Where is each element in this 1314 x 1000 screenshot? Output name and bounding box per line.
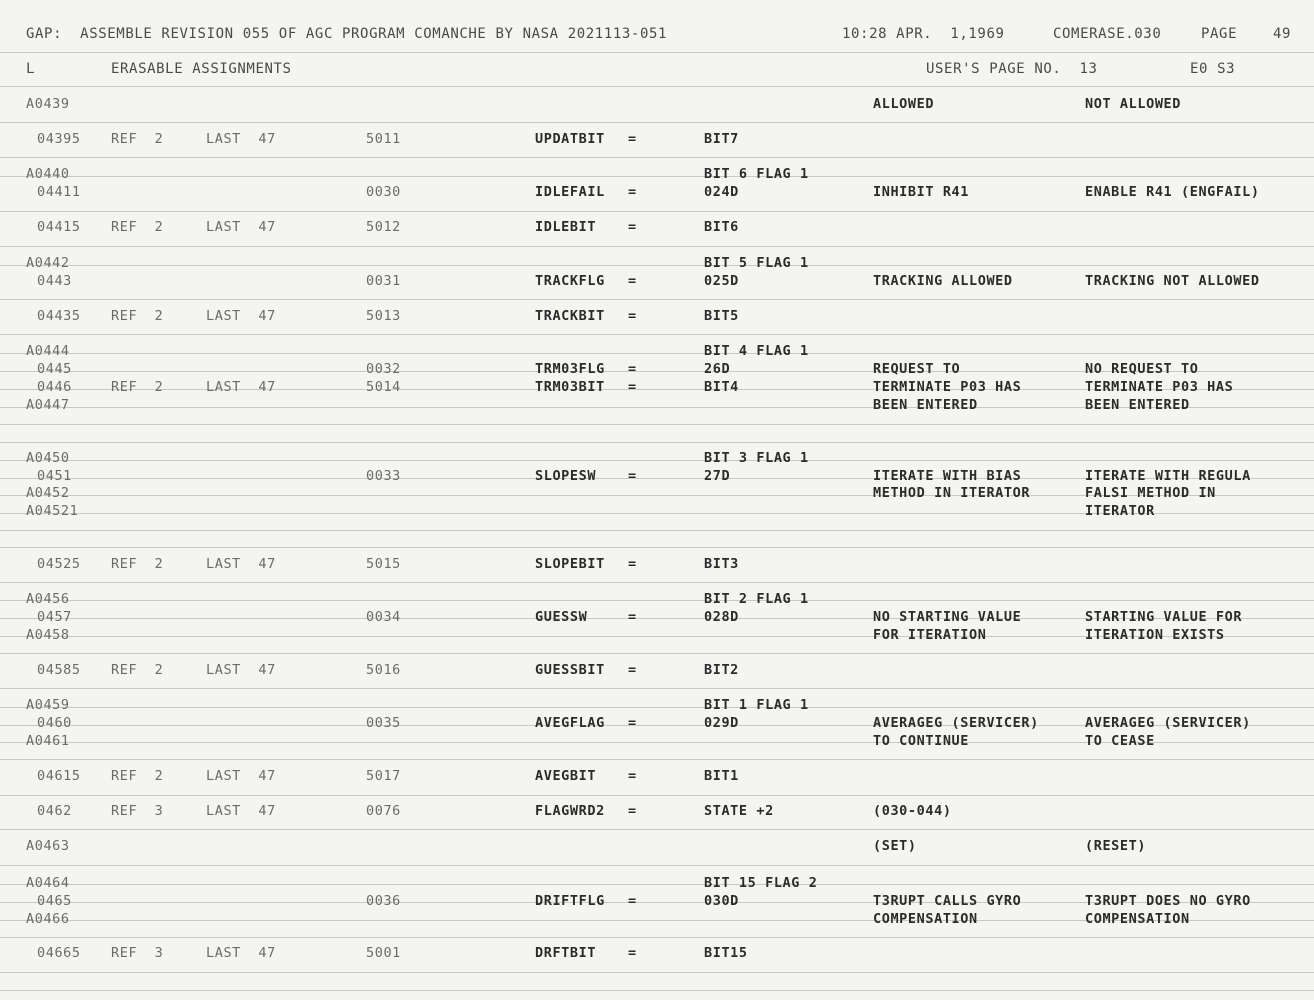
symbol: TRM03FLG [535, 361, 605, 377]
set-meaning: REQUEST TO [873, 361, 961, 377]
last-page: LAST 47 [206, 768, 276, 784]
address: 0446 [37, 379, 72, 395]
last-page: LAST 47 [206, 131, 276, 147]
reset-meaning: ITERATE WITH REGULA [1085, 468, 1251, 484]
reset-meaning: TERMINATE P03 HAS [1085, 379, 1234, 395]
symbol: TRACKFLG [535, 273, 605, 289]
set-meaning: ITERATE WITH BIAS [873, 468, 1022, 484]
ruled-line [0, 334, 1314, 335]
ref-count: REF 3 [111, 803, 164, 819]
octal-value: 0034 [366, 609, 401, 625]
equals-sign: = [628, 893, 637, 909]
last-page: LAST 47 [206, 308, 276, 324]
operand: 025D [704, 273, 739, 289]
octal-value: 5011 [366, 131, 401, 147]
address: 0462 [37, 803, 72, 819]
symbol: IDLEFAIL [535, 184, 605, 200]
address: 04615 [37, 768, 81, 784]
operand: 27D [704, 468, 731, 484]
address: 0443 [37, 273, 72, 289]
set-meaning: TRACKING ALLOWED [873, 273, 1013, 289]
address: 0460 [37, 715, 72, 731]
symbol: FLAGWRD2 [535, 803, 605, 819]
operand: BIT 3 FLAG 1 [704, 450, 809, 466]
octal-value: 5017 [366, 768, 401, 784]
octal-value: 0076 [366, 803, 401, 819]
set-meaning: (030-044) [873, 803, 952, 819]
listing-file: COMERASE.030 [1053, 26, 1162, 42]
operand: STATE +2 [704, 803, 774, 819]
octal-value: 0035 [366, 715, 401, 731]
listing-title: GAP: ASSEMBLE REVISION 055 OF AGC PROGRAM COMANCHE BY NASA 2021113-051 [26, 26, 668, 42]
ruled-line [0, 176, 1314, 177]
listing-code: E0 S3 [1190, 61, 1236, 77]
ruled-line [0, 653, 1314, 654]
ruled-line [0, 460, 1314, 461]
ruled-line [0, 424, 1314, 425]
ruled-line [0, 582, 1314, 583]
ruled-line [0, 865, 1314, 866]
octal-value: 0032 [366, 361, 401, 377]
reset-meaning: ITERATION EXISTS [1085, 627, 1225, 643]
ruled-line [0, 688, 1314, 689]
ruled-line [0, 86, 1314, 87]
set-meaning: ALLOWED [873, 96, 935, 112]
reset-meaning: T3RUPT DOES NO GYRO [1085, 893, 1251, 909]
symbol: IDLEBIT [535, 219, 597, 235]
ruled-line [0, 795, 1314, 796]
ref-count: REF 2 [111, 379, 164, 395]
address: 04435 [37, 308, 81, 324]
set-meaning: NO STARTING VALUE [873, 609, 1022, 625]
location-label: A0444 [26, 343, 70, 359]
last-page: LAST 47 [206, 945, 276, 961]
equals-sign: = [628, 131, 637, 147]
operand: BIT6 [704, 219, 739, 235]
ref-count: REF 2 [111, 219, 164, 235]
ruled-line [0, 530, 1314, 531]
ref-count: REF 3 [111, 945, 164, 961]
operand: 024D [704, 184, 739, 200]
location-label: A0450 [26, 450, 70, 466]
symbol: TRM03BIT [535, 379, 605, 395]
octal-value: 0033 [366, 468, 401, 484]
equals-sign: = [628, 945, 637, 961]
operand: BIT15 [704, 945, 748, 961]
address: 0465 [37, 893, 72, 909]
address: 04665 [37, 945, 81, 961]
ruled-line [0, 707, 1314, 708]
equals-sign: = [628, 468, 637, 484]
symbol: GUESSW [535, 609, 588, 625]
operand: BIT3 [704, 556, 739, 572]
equals-sign: = [628, 273, 637, 289]
set-meaning: TO CONTINUE [873, 733, 970, 749]
ruled-line [0, 972, 1314, 973]
reset-meaning: STARTING VALUE FOR [1085, 609, 1243, 625]
last-page: LAST 47 [206, 556, 276, 572]
address: 04395 [37, 131, 81, 147]
ruled-line [0, 353, 1314, 354]
operand: BIT 15 FLAG 2 [704, 875, 818, 891]
listing-time: 10:28 APR. 1,1969 [842, 26, 1005, 42]
ruled-line [0, 547, 1314, 548]
ruled-line [0, 884, 1314, 885]
section-title: ERASABLE ASSIGNMENTS [111, 61, 292, 77]
operand: BIT 6 FLAG 1 [704, 166, 809, 182]
operand: 029D [704, 715, 739, 731]
location-label: A0452 [26, 485, 70, 501]
symbol: SLOPESW [535, 468, 597, 484]
last-page: LAST 47 [206, 662, 276, 678]
reset-meaning: ENABLE R41 (ENGFAIL) [1085, 184, 1260, 200]
octal-value: 5001 [366, 945, 401, 961]
location-label: A0461 [26, 733, 70, 749]
ruled-line [0, 442, 1314, 443]
ruled-line [0, 265, 1314, 266]
reset-meaning: TRACKING NOT ALLOWED [1085, 273, 1260, 289]
operand: BIT 2 FLAG 1 [704, 591, 809, 607]
equals-sign: = [628, 803, 637, 819]
octal-value: 5013 [366, 308, 401, 324]
operand: BIT 4 FLAG 1 [704, 343, 809, 359]
equals-sign: = [628, 609, 637, 625]
page-label: PAGE [1201, 26, 1238, 42]
location-label: A0440 [26, 166, 70, 182]
reset-meaning: FALSI METHOD IN [1085, 485, 1216, 501]
location-label: A0463 [26, 838, 70, 854]
set-meaning: (SET) [873, 838, 917, 854]
equals-sign: = [628, 768, 637, 784]
reset-meaning: TO CEASE [1085, 733, 1155, 749]
location-label: A04521 [26, 503, 79, 519]
operand: BIT7 [704, 131, 739, 147]
symbol: GUESSBIT [535, 662, 605, 678]
location-label: A0447 [26, 397, 70, 413]
ruled-line [0, 829, 1314, 830]
location-label: A0456 [26, 591, 70, 607]
ruled-line [0, 52, 1314, 53]
last-page: LAST 47 [206, 803, 276, 819]
reset-meaning: COMPENSATION [1085, 911, 1190, 927]
last-page: LAST 47 [206, 219, 276, 235]
set-meaning: FOR ITERATION [873, 627, 987, 643]
ruled-line [0, 299, 1314, 300]
octal-value: 0036 [366, 893, 401, 909]
location-label: A0466 [26, 911, 70, 927]
ruled-line [0, 157, 1314, 158]
set-meaning: T3RUPT CALLS GYRO [873, 893, 1022, 909]
reset-meaning: BEEN ENTERED [1085, 397, 1190, 413]
operand: 028D [704, 609, 739, 625]
set-meaning: AVERAGEG (SERVICER) [873, 715, 1039, 731]
reset-meaning: NO REQUEST TO [1085, 361, 1199, 377]
location-label: A0442 [26, 255, 70, 271]
equals-sign: = [628, 219, 637, 235]
symbol: TRACKBIT [535, 308, 605, 324]
address: 04415 [37, 219, 81, 235]
address: 0445 [37, 361, 72, 377]
symbol: SLOPEBIT [535, 556, 605, 572]
address: 0457 [37, 609, 72, 625]
reset-meaning: (RESET) [1085, 838, 1147, 854]
symbol: AVEGFLAG [535, 715, 605, 731]
equals-sign: = [628, 556, 637, 572]
equals-sign: = [628, 184, 637, 200]
address: 04585 [37, 662, 81, 678]
reset-meaning: AVERAGEG (SERVICER) [1085, 715, 1251, 731]
set-meaning: BEEN ENTERED [873, 397, 978, 413]
equals-sign: = [628, 379, 637, 395]
reset-meaning: NOT ALLOWED [1085, 96, 1182, 112]
equals-sign: = [628, 308, 637, 324]
operand: BIT1 [704, 768, 739, 784]
ruled-line [0, 246, 1314, 247]
symbol: DRIFTFLG [535, 893, 605, 909]
symbol: UPDATBIT [535, 131, 605, 147]
ruled-line [0, 122, 1314, 123]
address: 0451 [37, 468, 72, 484]
operand: BIT5 [704, 308, 739, 324]
operand: BIT4 [704, 379, 739, 395]
users-page-number: USER'S PAGE NO. 13 [926, 61, 1098, 77]
last-page: LAST 47 [206, 379, 276, 395]
type-code: L [26, 61, 36, 77]
octal-value: 0030 [366, 184, 401, 200]
ref-count: REF 2 [111, 768, 164, 784]
page-number: 49 [1273, 26, 1292, 42]
ruled-line [0, 600, 1314, 601]
octal-value: 5012 [366, 219, 401, 235]
ref-count: REF 2 [111, 662, 164, 678]
reset-meaning: ITERATOR [1085, 503, 1155, 519]
ruled-line [0, 990, 1314, 991]
symbol: AVEGBIT [535, 768, 597, 784]
equals-sign: = [628, 662, 637, 678]
operand: 030D [704, 893, 739, 909]
location-label: A0464 [26, 875, 70, 891]
set-meaning: INHIBIT R41 [873, 184, 970, 200]
operand: 26D [704, 361, 731, 377]
set-meaning: TERMINATE P03 HAS [873, 379, 1022, 395]
equals-sign: = [628, 715, 637, 731]
ruled-line [0, 759, 1314, 760]
operand: BIT 1 FLAG 1 [704, 697, 809, 713]
ruled-line [0, 937, 1314, 938]
octal-value: 5014 [366, 379, 401, 395]
set-meaning: COMPENSATION [873, 911, 978, 927]
ruled-line [0, 211, 1314, 212]
equals-sign: = [628, 361, 637, 377]
address: 04525 [37, 556, 81, 572]
address: 04411 [37, 184, 81, 200]
location-label: A0439 [26, 96, 70, 112]
operand: BIT 5 FLAG 1 [704, 255, 809, 271]
octal-value: 5016 [366, 662, 401, 678]
symbol: DRFTBIT [535, 945, 597, 961]
operand: BIT2 [704, 662, 739, 678]
octal-value: 5015 [366, 556, 401, 572]
location-label: A0458 [26, 627, 70, 643]
location-label: A0459 [26, 697, 70, 713]
set-meaning: METHOD IN ITERATOR [873, 485, 1031, 501]
ref-count: REF 2 [111, 308, 164, 324]
ref-count: REF 2 [111, 556, 164, 572]
ref-count: REF 2 [111, 131, 164, 147]
octal-value: 0031 [366, 273, 401, 289]
